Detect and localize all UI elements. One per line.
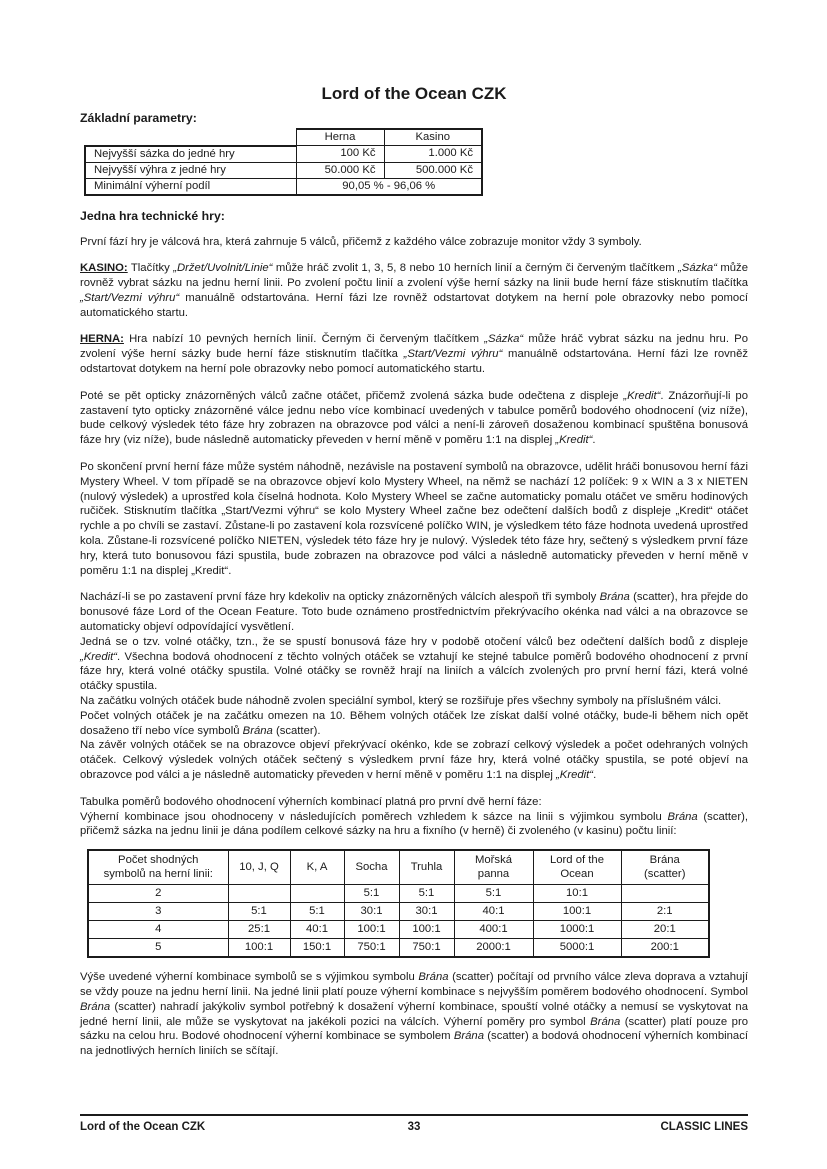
ratio-header-cell: Socha <box>344 850 399 885</box>
italic-term: Brána <box>453 1030 484 1043</box>
ratio-cell: 40:1 <box>290 921 344 939</box>
ratio-cell: 5:1 <box>344 885 399 903</box>
ratio-cell: 100:1 <box>344 921 399 939</box>
params-row <box>85 178 482 195</box>
params-row <box>85 162 482 178</box>
ratio-cell: 5:1 <box>454 885 533 903</box>
ratio-cell: 2 <box>88 885 228 903</box>
paragraph: KASINO: Tlačítky „Držet/Uvolnit/Linie“ může hráč zvolit 1, 3, 5, 8 nebo 10 herních linií a černým či červeným tlačítkem „Sázka“ může rovněž vybrat sázku na jednu herní linii. Po zvolení počtu linií a zvolení výše herní sázky na linii bude herní fáze stisknutím tlačítka „Start/Vezmi výhru“ manuálně odstartována. Herní fázi lze rovněž odstartovat dotykem na herní pole obrazovky nebo pomocí automatického startu. <box>80 262 749 319</box>
footer-page-number: 33 <box>407 1121 421 1133</box>
ratio-header-cell: Truhla <box>399 850 454 885</box>
params-table <box>84 128 483 196</box>
italic-term: Brána <box>418 971 449 984</box>
italic-term: „Kredit“ <box>555 434 593 447</box>
italic-term: Brána <box>590 1015 621 1028</box>
italic-term: „Start/Vezmi výhru“ <box>80 291 180 304</box>
ratio-cell: 5:1 <box>228 903 290 921</box>
ratio-cell: 100:1 <box>533 903 621 921</box>
ratio-header-cell: Brána (scatter) <box>621 850 709 885</box>
ratio-cell: 400:1 <box>454 921 533 939</box>
italic-term: „Držet/Uvolnit/Linie“ <box>173 262 273 275</box>
ratio-header-cell: Lord of the Ocean <box>533 850 621 885</box>
ratio-table <box>87 849 710 958</box>
paragraph: První fází hry je válcová hra, která zahrnuje 5 válců, přičemž z každého válce zobrazuje monitor vždy 3 symboly. <box>80 235 642 248</box>
ratio-header-row <box>88 850 709 885</box>
italic-term: Brána <box>667 810 698 823</box>
params-heading: Základní parametry: <box>80 111 197 125</box>
paragraph: HERNA: Hra nabízí 10 pevných herních linií. Černým či červeným tlačítkem „Sázka“ může hráč vybrat sázku na jednu hru. Po zvolení výše herní sázky bude herní fáze stisknutím tlačítka „Start/Vezmi výhru“ manuálně odstartována. Herní fázi lze rovněž odstartovat dotykem na herní pole obrazovky nebo pomocí automatického startu. <box>80 333 749 376</box>
paragraph: Na závěr volných otáček se na obrazovce objeví překrývací okénko, kde se zobrazí celkový výsledek a počet odehraných volných otáček. Celkový výsledek volných otáček sečtený s výsledkem první fáze hry, která volné otáčky spustila, se poté objeví na obrazovce pod válci a je následně automaticky převeden v herní měně v poměru 1:1 na displej „Kredit“. <box>80 739 748 781</box>
paragraph: Poté se pět opticky znázorněných válců začne otáčet, přičemž zvolená sázka bude odečtena z displeje „Kredit“. Znázorňují-li po zastavení tyto opticky znázorněné válce jednu nebo více kombinací uvedených v tabulce poměrů bodového ohodnocení (viz níže), bude celkový výsledek této fáze hry zobrazen na obrazovce pod válci a není-li zároveň dosaženou kombinací spuštěna bonusová fáze hry (viz níže), bude následně automaticky převeden v herní měně v poměru 1:1 na displej „Kredit“. <box>80 389 748 447</box>
paragraph: Počet volných otáček je na začátku omezen na 10. Během volných otáček lze získat další volné otáčky, bude-li během nich opět dosaženo tří nebo více symbolů Brána (scatter). <box>80 709 748 737</box>
ratio-cell: 150:1 <box>290 939 344 958</box>
ratio-cell: 200:1 <box>621 939 709 958</box>
ratio-cell: 2000:1 <box>454 939 533 958</box>
params-kasino-value-cell: 1.000 Kč <box>384 146 482 163</box>
italic-term: „Kredit“ <box>623 389 661 402</box>
ratio-cell: 10:1 <box>533 885 621 903</box>
ratio-cell: 20:1 <box>621 921 709 939</box>
ratio-row <box>88 939 709 958</box>
section-heading: Jedna hra technické hry: <box>80 208 225 223</box>
ratio-cell: 1000:1 <box>533 921 621 939</box>
ratio-header-cell: 10, J, Q <box>228 850 290 885</box>
ratio-cell: 100:1 <box>228 939 290 958</box>
ratio-cell <box>621 885 709 903</box>
ratio-row <box>88 885 709 903</box>
params-merged-value-cell: 90,05 % - 96,06 % <box>296 178 482 195</box>
paragraph: Nachází-li se po zastavení první fáze hry kdekoliv na opticky znázorněných válcích alespoň tři symboly Brána (scatter), hra přejde do bonusové fáze Lord of the Ocean Feature. Toto bude oznámeno prostřednictvím překrývacího okénka nad válci a na obrazovce se automaticky objeví odpovídající vysvětlení. <box>80 591 748 634</box>
paragraph: Jedná se o tzv. volné otáčky, tzn., že se spustí bonusová fáze hry v podobě otočení válců bez odečtení dalších bodů z displeje „Kredit“. Všechna bodová ohodnocení z těchto volných otáček se vztahují ke stejné tabulce poměrů bodového ohodnocení z první fáze hry, která volné otáčky spustila. Volné otáčky se rovněž hrají na liniích a válcích zvolených pro první herní fázi, která volné otáčky spustila. <box>80 635 748 693</box>
params-col-header-herna: Herna <box>296 129 384 146</box>
page-title: Lord of the Ocean CZK <box>321 84 507 103</box>
ratio-cell: 5:1 <box>399 885 454 903</box>
ratio-cell: 25:1 <box>228 921 290 939</box>
italic-term: „Sázka“ <box>678 262 717 275</box>
ratio-cell: 100:1 <box>399 921 454 939</box>
ratio-cell: 750:1 <box>344 939 399 958</box>
paragraph: Tabulka poměrů bodového ohodnocení výherních kombinací platná pro první dvě herní fáze: <box>80 795 542 808</box>
params-table-body <box>85 146 482 195</box>
params-label-cell: Nejvyšší výhra z jedné hry <box>85 162 296 178</box>
ratio-cell: 5000:1 <box>533 939 621 958</box>
italic-term: Brána <box>599 591 630 604</box>
ratio-cell <box>228 885 290 903</box>
ratio-cell: 4 <box>88 921 228 939</box>
ratio-cell: 2:1 <box>621 903 709 921</box>
ratio-header-cell: Počet shodných symbolů na herní linii: <box>88 850 228 885</box>
italic-term: Brána <box>80 1000 111 1013</box>
italic-term: „Kredit“ <box>80 650 118 663</box>
footer-series-label: CLASSIC LINES <box>660 1121 749 1133</box>
params-label-cell: Minimální výherní podíl <box>85 178 296 195</box>
page-footer <box>80 1114 748 1133</box>
italic-term: Brána <box>242 724 273 737</box>
ratio-cell: 30:1 <box>344 903 399 921</box>
params-header-row <box>85 129 482 146</box>
paragraph: Po skončení první herní fáze může systém náhodně, nezávisle na postavení symbolů na obrazovce, udělit hráči bonusovou herní fázi Mystery Wheel. V tom případě se na obrazovce objeví kolo Mystery Wheel, na němž se nachází 12 políček: 9 x WIN a 3 x NIETEN (nulový výsledek) a uprostřed kola číselná hodnota. Kolo Mystery Wheel se začne automaticky pomalu otáčet ve směru hodinových ručiček. Stisknutím tlačítka „Start/Vezmi výhru“ se kolo Mystery Wheel začne bez odečtení dalších bodů z displeje „Kredit“ otáčet rychle a po chvíli se zastaví. Zůstane-li po zastavení kola rozsvícené políčko WIN, je výsledkem této fáze hodnota uvedená uprostřed kola. Zůstane-li rozsvícené políčko NIETEN, výsledek této fáze hry je nulový. Výsledek této fáze hry, sečtený s výsledkem první fáze hry, která tuto bonusovou fázi spustila, bude zobrazen na obrazovce pod válci a následně automaticky převeden v herní měně v poměru 1:1 na displej „Kredit“. <box>80 461 748 577</box>
italic-term: „Sázka“ <box>484 333 524 346</box>
params-herna-value-cell: 50.000 Kč <box>296 162 384 178</box>
paragraph: Výše uvedené výherní kombinace symbolů se s výjimkou symbolu Brána (scatter) počítají od prvního válce zleva doprava a vztahují se vždy pouze na jednu herní linii. Na jedné linii platí pouze výherní kombinace s nejvyšším poměrem bodového ohodnocení. Symbol Brána (scatter) nahradí jakýkoliv symbol potřebný k dosažení výherní kombinace, spouští volné otáčky a nemusí se vyskytovat na jedné herní linii, ale může se vyskytovat na jakékoli pozici na válcích. Výherní poměry pro symbol Brána (scatter) platí pouze pro sázku na celou hru. Bodové ohodnocení výherní kombinace se symbolem Brána (scatter) a bodová ohodnocení výherních kombinací na jednotlivých herních liniích se sčítají. <box>80 971 748 1058</box>
footer-document-title: Lord of the Ocean CZK <box>80 1121 206 1133</box>
params-herna-value-cell: 100 Kč <box>296 146 384 163</box>
params-label-cell: Nejvyšší sázka do jedné hry <box>85 146 296 163</box>
params-kasino-value-cell: 500.000 Kč <box>384 162 482 178</box>
ratio-cell: 40:1 <box>454 903 533 921</box>
params-row <box>85 146 482 163</box>
ratio-cell: 3 <box>88 903 228 921</box>
section-label: HERNA: <box>80 333 124 346</box>
italic-term: „Kredit“ <box>556 769 594 781</box>
paragraph: Výherní kombinace jsou ohodnoceny v následujících poměrech vzhledem k sázce na linii s výjimkou symbolu Brána (scatter), přičemž sázka na jednu linii je dána podílem celkové sázky na hru a fixního (v herně) či zvoleného (v kasinu) počtu linií: <box>80 810 748 838</box>
paragraph: Na začátku volných otáček bude náhodně zvolen speciální symbol, který se rozšiřuje přes všechny symboly na příslušném válci. <box>80 695 722 708</box>
params-corner-cell <box>85 129 296 146</box>
params-col-header-kasino: Kasino <box>384 129 482 146</box>
ratio-cell: 30:1 <box>399 903 454 921</box>
italic-term: „Start/Vezmi výhru“ <box>403 348 503 361</box>
ratio-cell <box>290 885 344 903</box>
ratio-header-cell: K, A <box>290 850 344 885</box>
ratio-row <box>88 921 709 939</box>
ratio-cell: 5 <box>88 939 228 958</box>
ratio-row <box>88 903 709 921</box>
content <box>80 209 748 1059</box>
ratio-cell: 750:1 <box>399 939 454 958</box>
section-label: KASINO: <box>80 262 128 275</box>
ratio-header-cell: Mořská panna <box>454 850 533 885</box>
ratio-cell: 5:1 <box>290 903 344 921</box>
